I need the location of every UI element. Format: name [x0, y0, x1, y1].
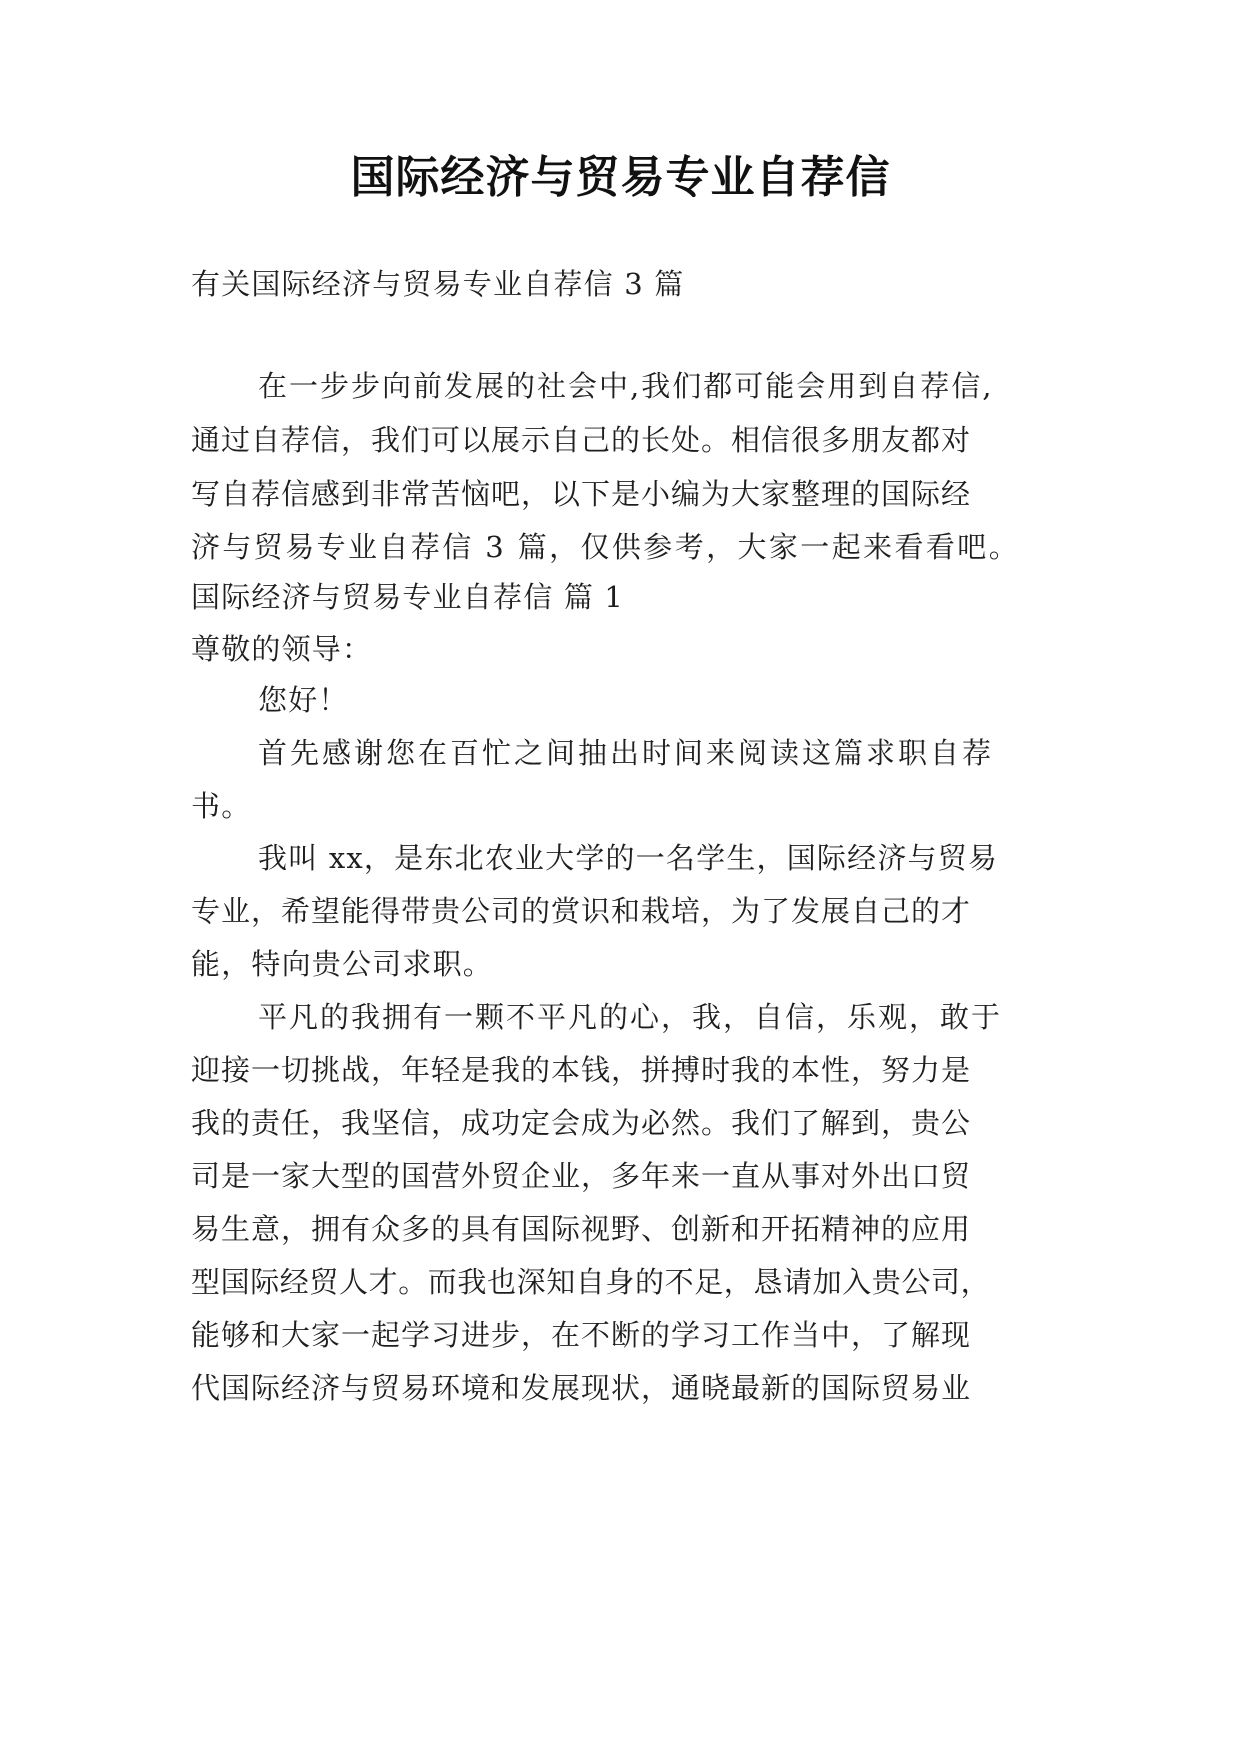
paragraph-line: 司是一家大型的国营外贸企业，多年来一直从事对外出口贸	[191, 1159, 972, 1193]
paragraph-line: 代国际经济与贸易环境和发展现状，通晓最新的国际贸易业	[191, 1371, 972, 1405]
paragraph-line: 在一步步向前发展的社会中,我们都可能会用到自荐信,	[258, 369, 994, 403]
paragraph-line: 能够和大家一起学习进步，在不断的学习工作当中，了解现	[191, 1318, 972, 1352]
paragraph-line: 书。	[191, 789, 252, 823]
paragraph-line: 我的责任，我坚信，成功定会成为必然。我们了解到，贵公	[191, 1106, 972, 1140]
paragraph-line: 能，特向贵公司求职。	[191, 947, 494, 981]
paragraph-line: 迎接一切挑战，年轻是我的本钱，拼搏时我的本性，努力是	[191, 1053, 972, 1087]
document-subtitle: 有关国际经济与贸易专业自荐信 3 篇	[191, 267, 685, 301]
document-title: 国际经济与贸易专业自荐信	[350, 152, 891, 203]
paragraph-line: 易生意，拥有众多的具有国际视野、创新和开拓精神的应用	[191, 1212, 972, 1246]
paragraph-line: 我叫 xx，是东北农业大学的一名学生，国际经济与贸易	[258, 841, 999, 875]
paragraph-line: 专业，希望能得带贵公司的赏识和栽培，为了发展自己的才	[191, 894, 972, 928]
paragraph-line: 平凡的我拥有一颗不平凡的心，我，自信，乐观，敢于	[258, 1000, 1003, 1034]
paragraph-line: 首先感谢您在百忙之间抽出时间来阅读这篇求职自荐	[258, 736, 995, 770]
paragraph-line: 通过自荐信，我们可以展示自己的长处。相信很多朋友都对	[191, 423, 972, 457]
salutation: 尊敬的领导：	[191, 632, 373, 666]
section-heading: 国际经济与贸易专业自荐信 篇 1	[191, 580, 625, 614]
paragraph-line: 济与贸易专业自荐信 3 篇，仅供参考，大家一起来看看吧。	[191, 530, 1021, 564]
paragraph-line: 写自荐信感到非常苦恼吧，以下是小编为大家整理的国际经	[191, 477, 972, 511]
paragraph-line: 型国际经贸人才。而我也深知自身的不足，恳请加入贵公司，	[191, 1265, 991, 1299]
greeting: 您好！	[258, 683, 349, 717]
